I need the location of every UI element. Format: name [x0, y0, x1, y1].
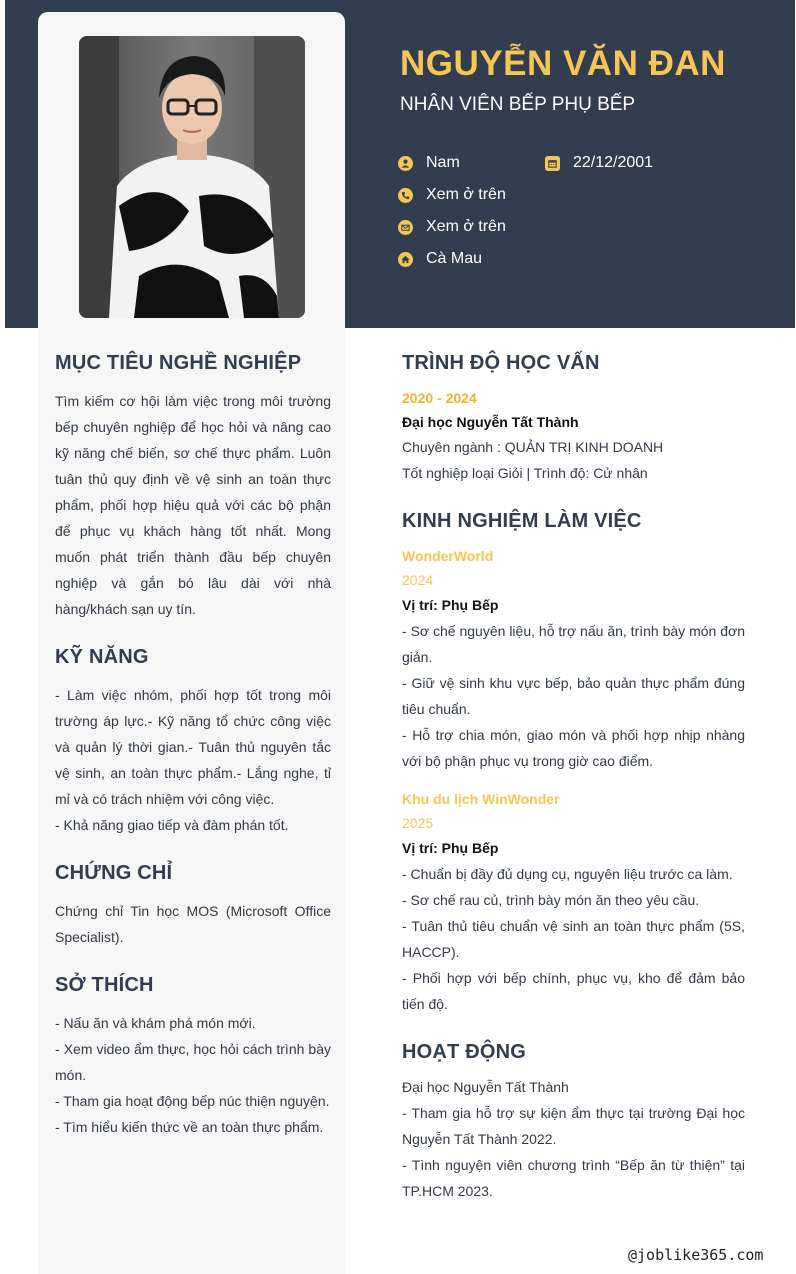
- phone-row: [398, 186, 506, 204]
- user-icon: [398, 156, 413, 171]
- list-item: - Nấu ăn và khám phá món mới.: [55, 1015, 256, 1031]
- profile-photo: [79, 36, 305, 318]
- activities-org: Đại học Nguyễn Tất Thành: [402, 1079, 569, 1095]
- birthday-row: [545, 154, 653, 172]
- address-row: [398, 250, 482, 268]
- objective-title: MỤC TIÊU NGHỀ NGHIỆP: [55, 352, 302, 374]
- phone-icon: [398, 188, 413, 203]
- certificates-text: Chứng chỉ Tin học MOS (Microsoft Office Specialist).: [55, 903, 331, 945]
- gender-row: [398, 154, 460, 172]
- hobbies-list: [55, 1010, 331, 1140]
- certificates-title: CHỨNG CHỈ: [55, 862, 173, 884]
- list-item: - Tham gia hoạt động bếp núc thiện nguyện.: [55, 1093, 330, 1109]
- experience-title: KINH NGHIỆM LÀM VIỆC: [402, 510, 642, 532]
- list-item: - Xem video ẩm thực, học hỏi cách trình bày món.: [55, 1041, 331, 1083]
- job-year: 2024: [402, 572, 434, 588]
- list-item: - Tuân thủ tiêu chuẩn vệ sinh an toàn thực phẩm (5S, HACCP).: [402, 918, 745, 960]
- skills-line: - Làm việc nhóm, phối hợp tốt trong môi trường áp lực.- Kỹ năng tổ chức công việc và quản lý thời gian.- Tuân thủ nguyên tắc vệ sinh, an toàn thực phẩm.- Lắng nghe, tỉ mỉ và có trách nhiệm với công việc.: [55, 687, 331, 807]
- mail-icon: [398, 220, 413, 235]
- activities-title: HOẠT ĐỘNG: [402, 1041, 527, 1063]
- job-company: WonderWorld: [402, 548, 494, 564]
- email-row: [398, 218, 506, 236]
- list-item: - Tham gia hỗ trợ sự kiện ẩm thực tại trường Đại học Nguyễn Tất Thành 2022.: [402, 1105, 745, 1147]
- address-value: Cà Mau: [426, 250, 483, 267]
- job-position: Vị trí: Phụ Bếp: [402, 597, 499, 613]
- education-school: Đại học Nguyễn Tất Thành: [402, 414, 579, 430]
- list-item: - Tình nguyện viên chương trình “Bếp ăn từ thiện” tại TP.HCM 2023.: [402, 1157, 745, 1199]
- job-duties: [402, 861, 745, 1017]
- list-item: - Tìm hiểu kiến thức về an toàn thực phẩm.: [55, 1119, 324, 1135]
- skills-title: KỸ NĂNG: [55, 646, 149, 668]
- education-period: 2020 - 2024: [402, 390, 477, 406]
- list-item: - Chuẩn bị đầy đủ dụng cụ, nguyên liệu trước ca làm.: [402, 866, 733, 882]
- phone-value: Xem ở trên: [426, 186, 506, 203]
- list-item: - Phối hợp với bếp chính, phục vụ, kho để đảm bảo tiến độ.: [402, 970, 745, 1012]
- gender-value: Nam: [426, 154, 460, 171]
- job-title: NHÂN VIÊN BẾP PHỤ BẾP: [400, 94, 636, 115]
- activities-list: [402, 1100, 745, 1204]
- education-title: TRÌNH ĐỘ HỌC VẤN: [402, 352, 600, 374]
- job-company: Khu du lịch WinWonder: [402, 791, 560, 807]
- home-icon: [398, 252, 413, 267]
- skills-text: [55, 682, 331, 838]
- education-major: Chuyên ngành : QUẢN TRỊ KINH DOANH: [402, 439, 664, 455]
- hobbies-title: SỞ THÍCH: [55, 974, 154, 996]
- objective-text: Tìm kiếm cơ hội làm việc trong môi trường bếp chuyên nghiệp để học hỏi và nâng cao kỹ năng chế biến, sơ chế thực phẩm. Luôn tuân thủ quy định về vệ sinh an toàn thực phẩm, phối hợp hiệu quả với các bộ phận để phục vụ khách hàng tốt nhất. Mong muốn phát triển thành đầu bếp chuyên nghiệp và gắn bó lâu dài với nhà hàng/khách sạn uy tín.: [55, 393, 331, 617]
- watermark: @joblike365.com: [628, 1246, 764, 1264]
- job-duties: [402, 618, 745, 774]
- list-item: - Sơ chế nguyên liệu, hỗ trợ nấu ăn, trình bày món đơn giản.: [402, 623, 745, 665]
- birthday-value: 22/12/2001: [573, 154, 654, 171]
- list-item: - Hỗ trợ chia món, giao món và phối hợp nhịp nhàng với bộ phận phục vụ trong giờ cao điểm.: [402, 727, 745, 769]
- list-item: - Sơ chế rau củ, trình bày món ăn theo yêu cầu.: [402, 892, 700, 908]
- education-degree: Tốt nghiệp loại Giỏi | Trình độ: Cử nhân: [402, 465, 648, 481]
- calendar-icon: [545, 156, 560, 171]
- job-year: 2025: [402, 815, 434, 831]
- candidate-name: NGUYỄN VĂN ĐAN: [400, 44, 726, 83]
- job-position: Vị trí: Phụ Bếp: [402, 840, 499, 856]
- email-value: Xem ở trên: [426, 218, 506, 235]
- skills-line: - Khả năng giao tiếp và đàm phán tốt.: [55, 817, 289, 833]
- list-item: - Giữ vệ sinh khu vực bếp, bảo quản thực phẩm đúng tiêu chuẩn.: [402, 675, 745, 717]
